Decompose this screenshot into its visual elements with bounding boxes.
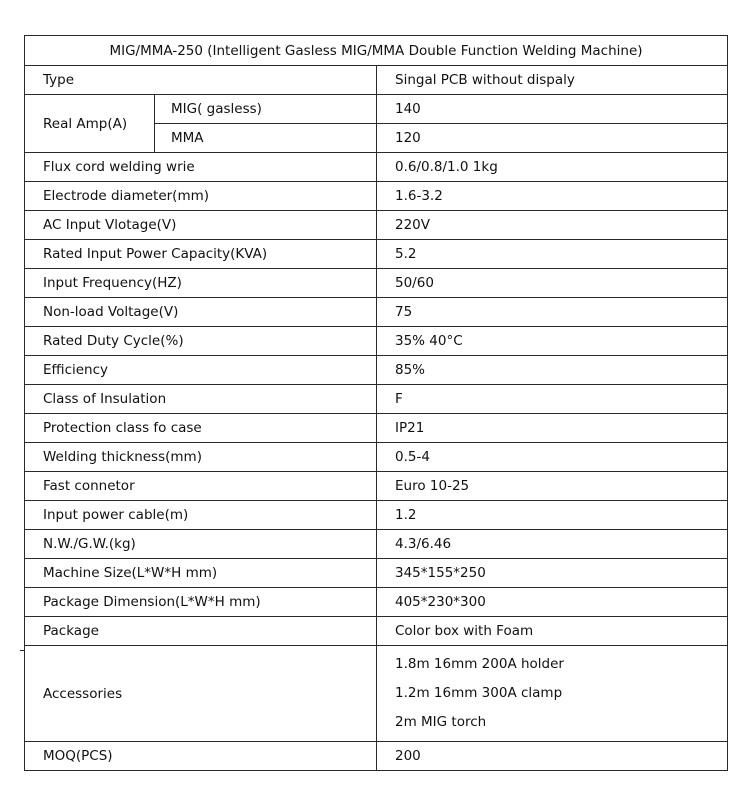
- table-row: [25, 327, 728, 356]
- table-row: [25, 414, 728, 443]
- table-row: [25, 472, 728, 501]
- spec-label: Protection class fo case: [25, 414, 377, 443]
- title-row: [25, 36, 728, 66]
- table-row: [25, 385, 728, 414]
- spec-value: 85%: [377, 356, 728, 385]
- spec-value: 1.2: [377, 501, 728, 530]
- spec-label: Fast connetor: [25, 472, 377, 501]
- spec-value: 50/60: [377, 269, 728, 298]
- spec-value: Singal PCB without dispaly: [377, 66, 728, 95]
- table-row: [25, 66, 728, 95]
- spec-value: 5.2: [377, 240, 728, 269]
- table-row: [25, 153, 728, 182]
- table-row: [25, 617, 728, 646]
- spec-label: N.W./G.W.(kg): [25, 530, 377, 559]
- spec-value: 220V: [377, 211, 728, 240]
- spec-value: 75: [377, 298, 728, 327]
- spec-label: Class of Insulation: [25, 385, 377, 414]
- mma-label: MMA: [155, 124, 377, 153]
- accessory-item: 1.2m 16mm 300A clamp: [395, 685, 563, 701]
- table-edge-mark: [20, 650, 25, 651]
- spec-value: F: [377, 385, 728, 414]
- table-title: MIG/MMA-250 (Intelligent Gasless MIG/MMA Double Function Welding Machine): [25, 36, 728, 66]
- spec-table: [24, 35, 728, 771]
- table-row: [25, 298, 728, 327]
- table-row: [25, 559, 728, 588]
- spec-value: 35% 40°C: [377, 327, 728, 356]
- table-row: [25, 211, 728, 240]
- spec-label: Package: [25, 617, 377, 646]
- spec-value: 0.5-4: [377, 443, 728, 472]
- spec-label: Electrode diameter(mm): [25, 182, 377, 211]
- mig-label: MIG( gasless): [155, 95, 377, 124]
- table-row: [25, 646, 728, 742]
- accessory-item: 2m MIG torch: [395, 714, 487, 730]
- spec-value: IP21: [377, 414, 728, 443]
- spec-value: 0.6/0.8/1.0 1kg: [377, 153, 728, 182]
- moq-label: MOQ(PCS): [25, 742, 377, 771]
- spec-value: Color box with Foam: [377, 617, 728, 646]
- spec-label: Non-load Voltage(V): [25, 298, 377, 327]
- spec-label: Rated Duty Cycle(%): [25, 327, 377, 356]
- real-amp-label: Real Amp(A): [25, 95, 155, 153]
- spec-label: Flux cord welding wrie: [25, 153, 377, 182]
- table-row: [25, 95, 728, 124]
- spec-label: Input power cable(m): [25, 501, 377, 530]
- mig-value: 140: [377, 95, 728, 124]
- spec-label: Welding thickness(mm): [25, 443, 377, 472]
- table-row: [25, 501, 728, 530]
- spec-label: Type: [25, 66, 377, 95]
- spec-label: Package Dimension(L*W*H mm): [25, 588, 377, 617]
- spec-label: Machine Size(L*W*H mm): [25, 559, 377, 588]
- table-row: [25, 443, 728, 472]
- spec-label: Rated Input Power Capacity(KVA): [25, 240, 377, 269]
- accessories-label: Accessories: [25, 646, 377, 742]
- spec-value: 4.3/6.46: [377, 530, 728, 559]
- spec-value: 1.6-3.2: [377, 182, 728, 211]
- mma-value: 120: [377, 124, 728, 153]
- spec-value: 405*230*300: [377, 588, 728, 617]
- spec-label: Input Frequency(HZ): [25, 269, 377, 298]
- spec-label: AC Input Vlotage(V): [25, 211, 377, 240]
- table-row: [25, 240, 728, 269]
- table-row: [25, 530, 728, 559]
- spec-label: Efficiency: [25, 356, 377, 385]
- accessories-list: [377, 646, 728, 742]
- table-row: [25, 356, 728, 385]
- table-row: [25, 182, 728, 211]
- spec-value: Euro 10-25: [377, 472, 728, 501]
- table-row: [25, 742, 728, 771]
- table-row: [25, 269, 728, 298]
- moq-value: 200: [377, 742, 728, 771]
- accessory-item: 1.8m 16mm 200A holder: [395, 656, 564, 672]
- spec-value: 345*155*250: [377, 559, 728, 588]
- table-row: [25, 588, 728, 617]
